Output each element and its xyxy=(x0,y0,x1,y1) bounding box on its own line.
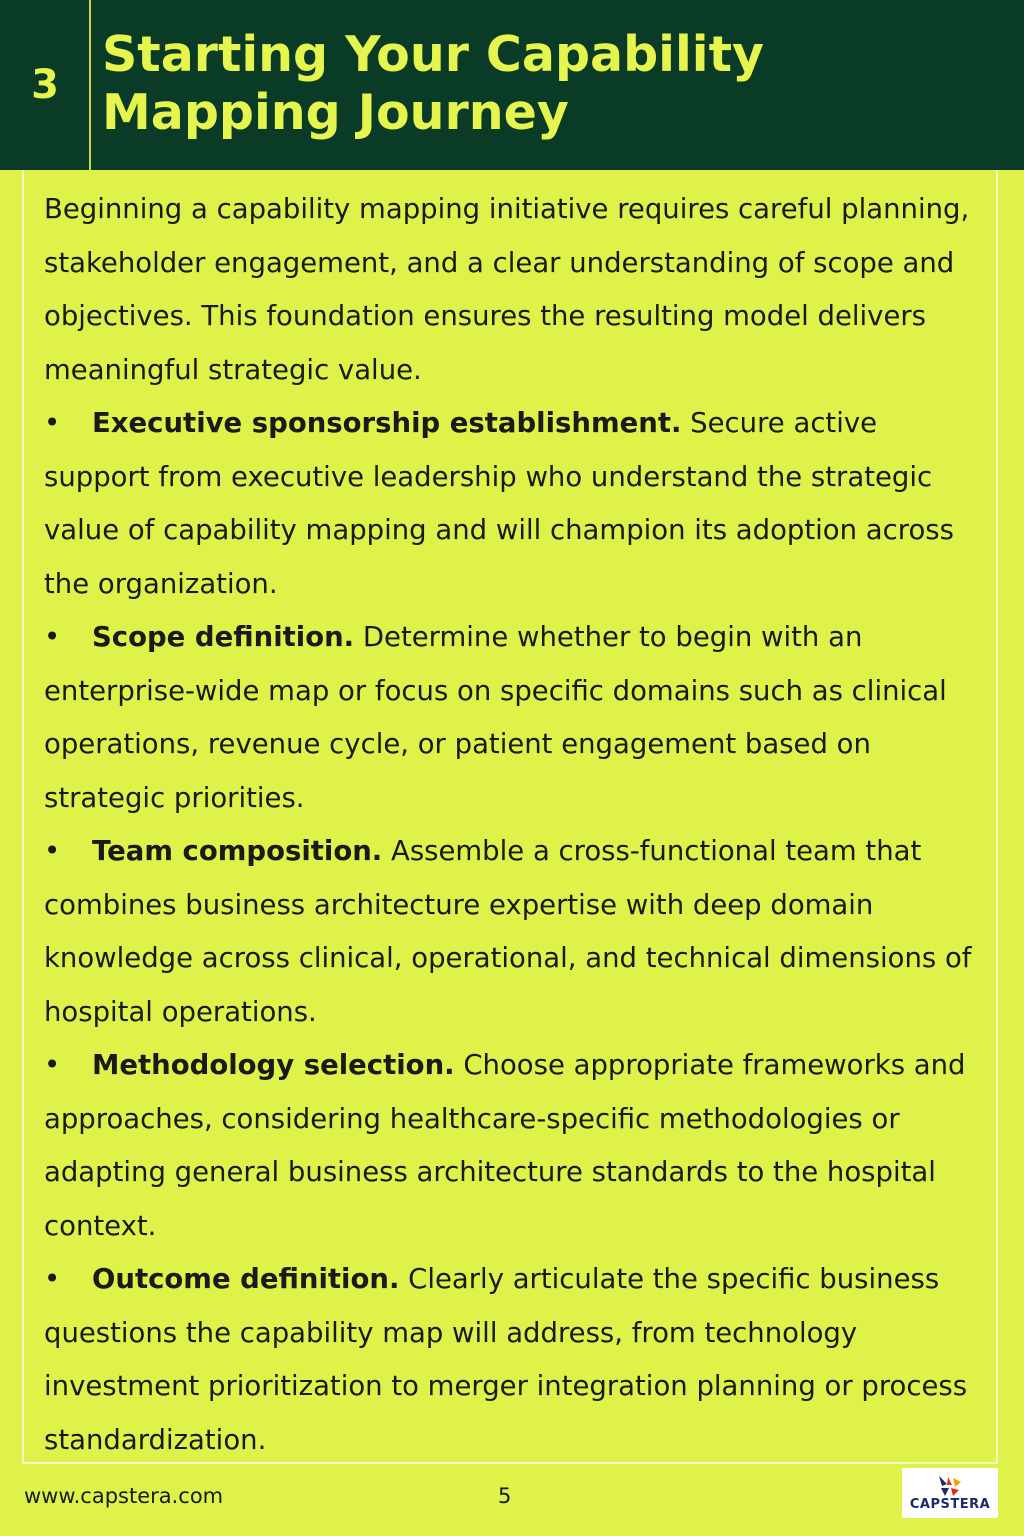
bullet-text: Choose appropriate frameworks and approaches, considering healthcare-specific methodologies or adapting general business architecture standards to the hospital context. xyxy=(44,1049,966,1242)
bullet-item xyxy=(44,825,984,1039)
logo-wordmark: CAPSTERA xyxy=(909,1497,991,1512)
capstera-logo-icon xyxy=(933,1474,967,1498)
capstera-logo xyxy=(902,1468,998,1518)
bullet-dot: • xyxy=(44,1049,61,1081)
bullet-text: Assemble a cross-functional team that combines business architecture expertise with deep domain knowledge across clinical, operational, and technical dimensions of hospital operations. xyxy=(44,835,972,1028)
bullet-term: Executive sponsorship establishment. xyxy=(92,407,682,439)
bullet-dot: • xyxy=(44,621,61,653)
section-number: 3 xyxy=(31,62,59,108)
page-number: 5 xyxy=(498,1484,512,1508)
content-body xyxy=(44,183,984,1467)
intro-paragraph: Beginning a capability mapping initiative requires careful planning, stakeholder engagement, and a clear understanding of scope and objectives. This foundation ensures the resulting model delivers meaningful strategic value. xyxy=(44,193,970,386)
bullet-item xyxy=(44,397,984,611)
bullet-dot: • xyxy=(44,407,61,439)
header-divider xyxy=(89,0,91,170)
bullet-term: Team composition. xyxy=(92,835,383,867)
bullet-item xyxy=(44,1253,984,1467)
bullet-term: Outcome definition. xyxy=(92,1263,400,1295)
page-title: Starting Your Capability Mapping Journey xyxy=(102,26,764,141)
page-header xyxy=(0,0,1024,170)
bullet-item xyxy=(44,1039,984,1253)
bullet-text: Determine whether to begin with an enterprise-wide map or focus on specific domains such as clinical operations, revenue cycle, or patient engagement based on strategic priorities. xyxy=(44,621,947,814)
footer-website-link[interactable]: www.capstera.com xyxy=(24,1484,224,1508)
bullet-text: Secure active support from executive leadership who understand the strategic value of capability mapping and will champion its adoption across the organization. xyxy=(44,407,954,600)
bullet-item xyxy=(44,611,984,825)
bullet-term: Methodology selection. xyxy=(92,1049,455,1081)
bullet-term: Scope definition. xyxy=(92,621,355,653)
bullet-text: Clearly articulate the specific business questions the capability map will address, from technology investment prioritization to merger integration planning or process standardization. xyxy=(44,1263,968,1456)
bullet-dot: • xyxy=(44,835,61,867)
bullet-dot: • xyxy=(44,1263,61,1295)
